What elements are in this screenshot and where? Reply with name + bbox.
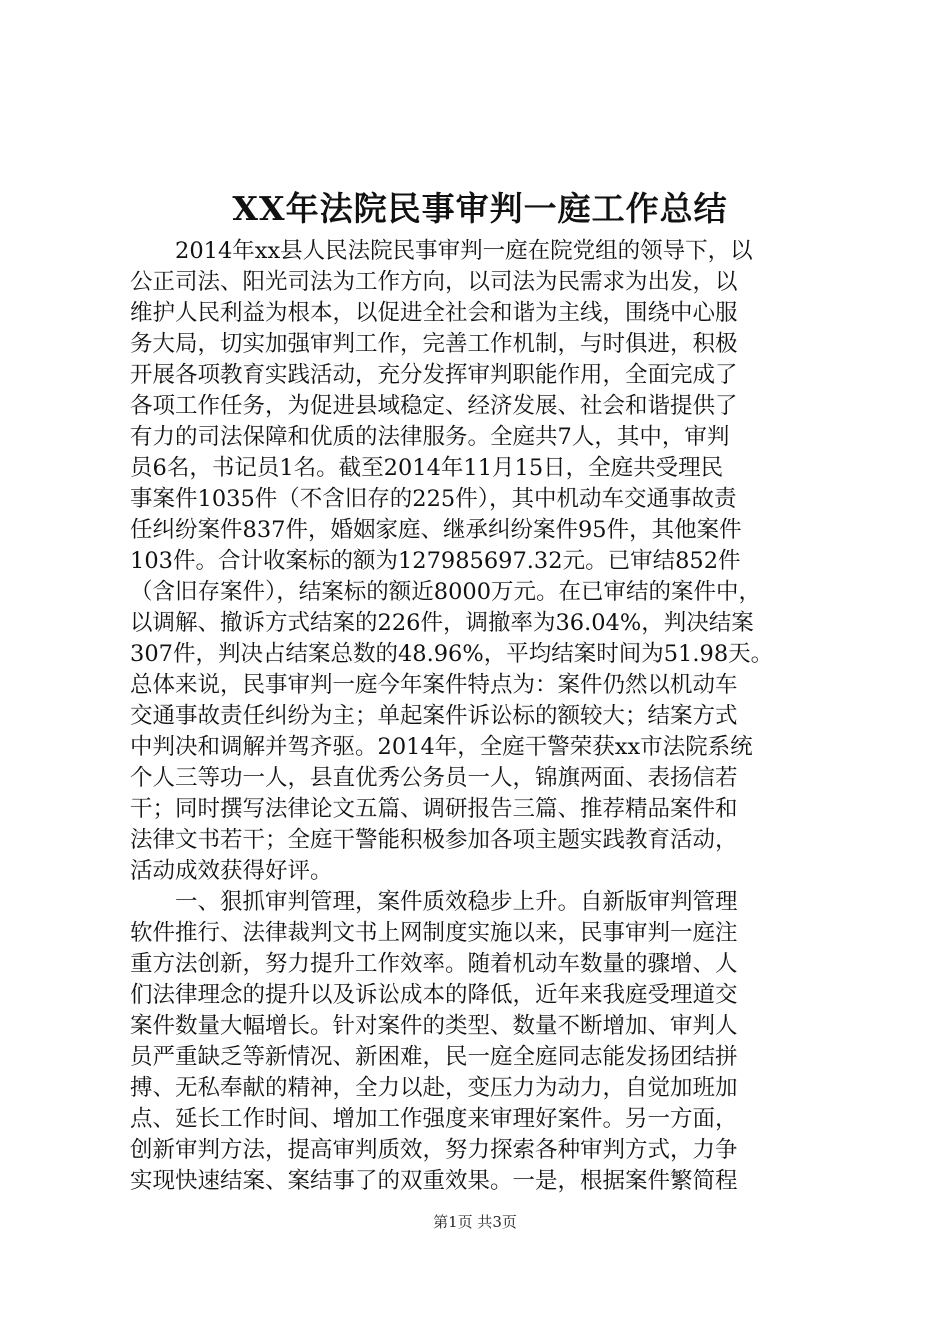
paragraph-line: 重方法创新，努力提升工作效率。随着机动车数量的骤增、人 <box>130 951 738 977</box>
paragraph-line: 法律文书若干；全庭干警能积极参加各项主题实践教育活动， <box>130 827 738 853</box>
page-footer: 第1页 共3页 <box>433 1213 517 1231</box>
paragraph-line: 员6名，书记员1名。截至2014年11月15日，全庭共受理民 <box>130 455 724 481</box>
paragraph-line: 员严重缺乏等新情况、新困难，民一庭全庭同志能发扬团结拼 <box>130 1044 738 1070</box>
paragraph-line: 事案件1035件（不含旧存的225件），其中机动车交通事故责 <box>130 486 737 512</box>
paragraph-line: 软件推行、法律裁判文书上网制度实施以来，民事审判一庭注 <box>130 920 738 946</box>
paragraph-line: 103件。合计收案标的额为127985697.32元。已审结852件 <box>130 548 741 574</box>
paragraph-line: 开展各项教育实践活动，充分发挥审判职能作用，全面完成了 <box>130 362 738 388</box>
paragraph-line: 干；同时撰写法律论文五篇、调研报告三篇、推荐精品案件和 <box>130 796 738 822</box>
paragraph-line: 维护人民利益为根本，以促进全社会和谐为主线，围绕中心服 <box>130 300 738 326</box>
paragraph-line: 以调解、撤诉方式结案的226件，调撤率为36.04%，判决结案 <box>130 610 754 636</box>
paragraph-line: 各项工作任务，为促进县域稳定、经济发展、社会和谐提供了 <box>130 393 738 419</box>
paragraph-line: 任纠纷案件837件，婚姻家庭、继承纠纷案件95件，其他案件 <box>130 517 742 543</box>
paragraph-line: 总体来说，民事审判一庭今年案件特点为：案件仍然以机动车 <box>130 672 738 698</box>
paragraph-line: 搏、无私奉献的精神，全力以赴，变压力为动力，自觉加班加 <box>130 1075 738 1101</box>
paragraph-line: 们法律理念的提升以及诉讼成本的降低，近年来我庭受理道交 <box>130 982 738 1008</box>
paragraph-line: 公正司法、阳光司法为工作方向，以司法为民需求为出发，以 <box>130 269 738 295</box>
paragraph-line: 点、延长工作时间、增加工作强度来审理好案件。另一方面， <box>130 1106 738 1132</box>
paragraph-line: 中判决和调解并驾齐驱。2014年，全庭干警荣获xx市法院系统 <box>130 734 753 760</box>
document-body <box>130 236 832 1197</box>
paragraph-line: 案件数量大幅增长。针对案件的类型、数量不断增加、审判人 <box>130 1013 738 1039</box>
paragraph-line: 2014年xx县人民法院民事审判一庭在院党组的领导下，以 <box>175 238 753 264</box>
paragraph-line: 有力的司法保障和优质的法律服务。全庭共7人，其中，审判 <box>130 424 730 450</box>
paragraph-line: 交通事故责任纠纷为主；单起案件诉讼标的额较大；结案方式 <box>130 703 738 729</box>
paragraph-line: 307件，判决占结案总数的48.96%，平均结案时间为51.98天。 <box>130 641 774 667</box>
paragraph-line: 务大局，切实加强审判工作，完善工作机制，与时俱进，积极 <box>130 331 738 357</box>
paragraph-line: （含旧存案件），结案标的额近8000万元。在已审结的案件中， <box>130 579 762 605</box>
paragraph-line: 活动成效获得好评。 <box>130 858 333 884</box>
paragraph-line: 实现快速结案、案结事了的双重效果。一是，根据案件繁简程 <box>130 1168 738 1194</box>
document-title: XX年法院民事审判一庭工作总结 <box>232 189 728 228</box>
paragraph-line: 创新审判方法，提高审判质效，努力探索各种审判方式，力争 <box>130 1137 738 1163</box>
paragraph-line: 个人三等功一人，县直优秀公务员一人，锦旗两面、表扬信若 <box>130 765 738 791</box>
paragraph-line: 一、狠抓审判管理，案件质效稳步上升。自新版审判管理 <box>175 889 738 915</box>
